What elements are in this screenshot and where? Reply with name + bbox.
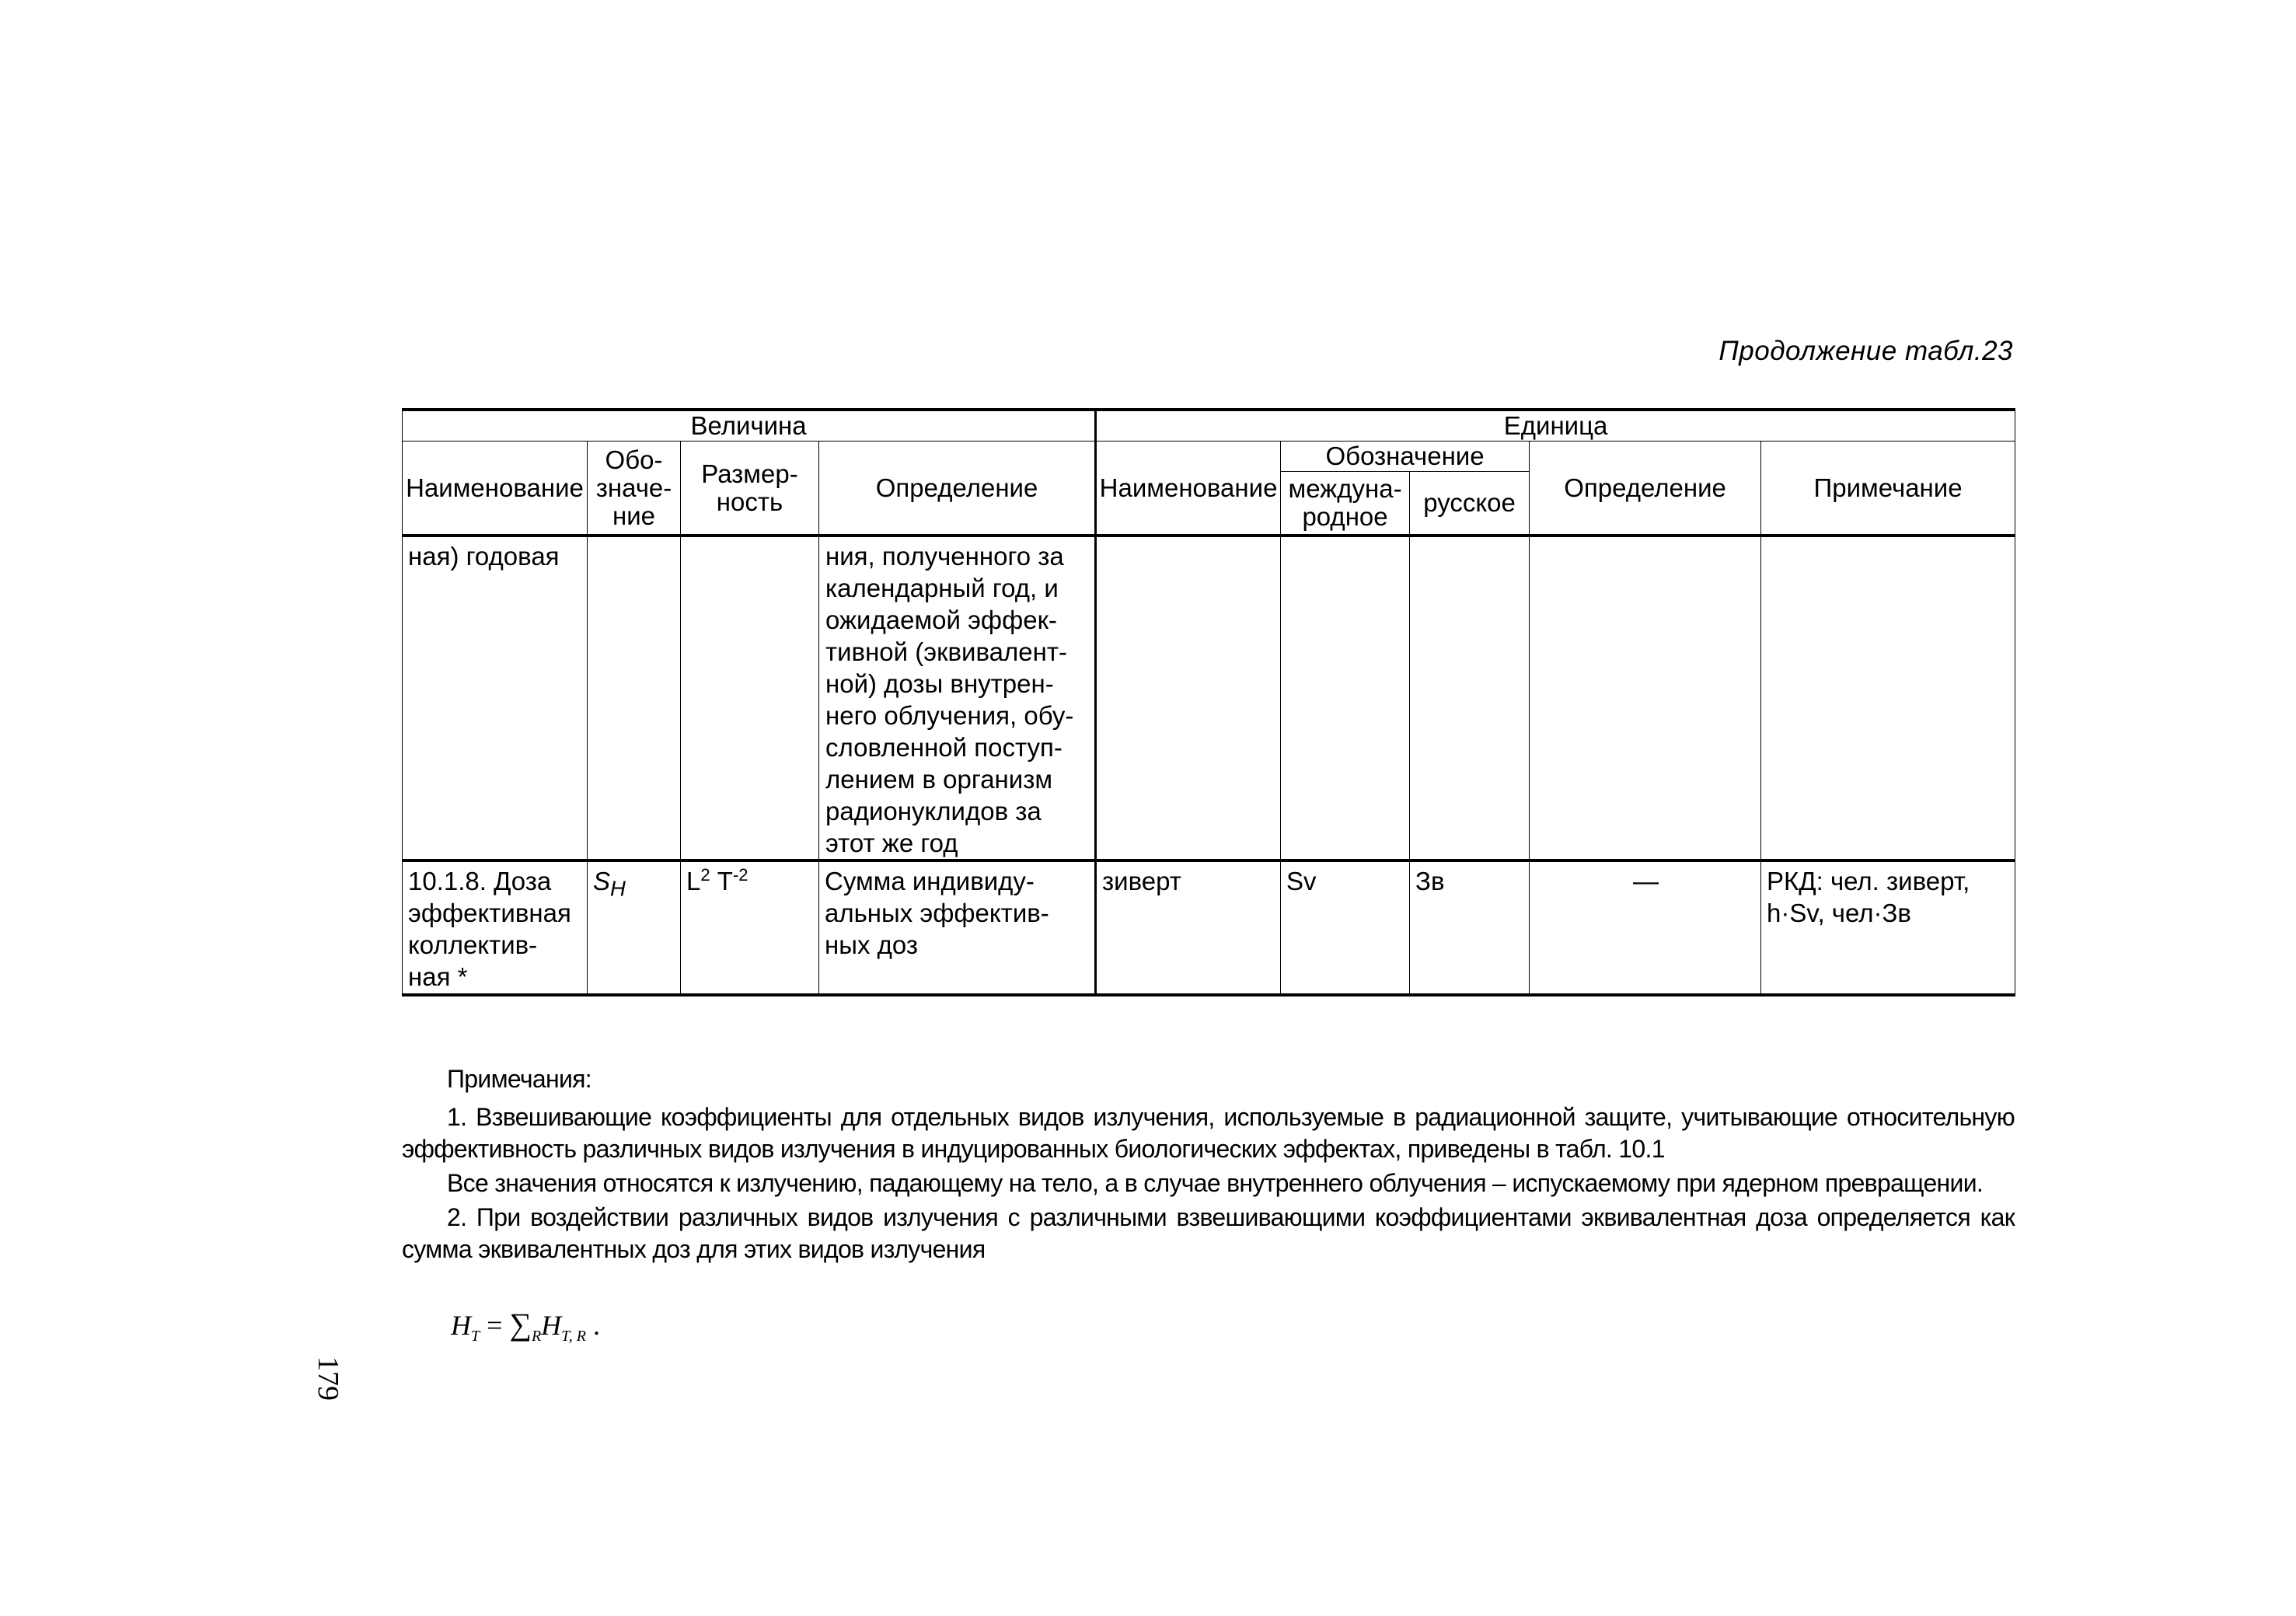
page-number: 179 — [312, 1356, 344, 1401]
dim-exp-2: -2 — [732, 865, 748, 885]
cell-dimension — [681, 536, 819, 860]
dim-base-1: L — [686, 867, 701, 895]
cell-name: ная) годовая — [403, 536, 588, 860]
cell-definition: Сумма индивиду- альных эффектив- ных доз — [819, 860, 1096, 995]
formula-sum-sign: ∑ — [509, 1307, 532, 1342]
cell-unit-name — [1096, 536, 1281, 860]
cell-russian — [1410, 536, 1530, 860]
note-1b: Все значения относятся к излучению, падающему на тело, а в случае внутреннего облучения – испускаемому при ядерном превращении. — [447, 1169, 1984, 1197]
notes-heading: Примечания: — [447, 1065, 591, 1093]
header-international: междуна- родное — [1281, 472, 1410, 536]
cell-unit-name: зиверт — [1096, 860, 1281, 995]
quantities-table — [402, 408, 2015, 996]
cell-definition: ния, полученного за календарный год, и ожидаемой эффек- тивной (эквивалент- ной) дозы внутрен- него облучения, обу- словленной поступ- лением в организм радионуклидов за этот же год — [819, 536, 1096, 860]
table-row — [403, 536, 2015, 860]
formula-rhs-sub: T, R — [561, 1328, 587, 1346]
cell-symbol — [588, 860, 681, 995]
header-definition: Определение — [819, 442, 1096, 536]
header-name: Наименование — [403, 442, 588, 536]
header-unit-name: Наименование — [1096, 442, 1281, 536]
dim-exp-1: 2 — [700, 865, 710, 885]
symbol-subscript: H — [610, 876, 626, 901]
formula-lhs: H — [451, 1310, 471, 1341]
cell-note: РКД: чел. зиверт, h·Sv, чел·Зв — [1761, 860, 2015, 995]
formula-lhs-sub: T — [471, 1328, 480, 1346]
notes-section — [402, 1063, 2015, 1268]
cell-unit-definition: — — [1530, 860, 1761, 995]
header-symbol: Обо- значе- ние — [588, 442, 681, 536]
header-designation: Обозначение — [1281, 442, 1530, 472]
table-row — [403, 860, 2015, 995]
symbol-base: S — [593, 867, 611, 895]
cell-note — [1761, 536, 2015, 860]
formula-end: . — [593, 1310, 601, 1341]
cell-unit-definition — [1530, 536, 1761, 860]
header-dimension: Размер- ность — [681, 442, 819, 536]
cell-symbol — [588, 536, 681, 860]
header-group-quantity: Величина — [403, 410, 1096, 442]
table-caption: Продолжение табл.23 — [1719, 336, 2013, 366]
cell-dimension — [681, 860, 819, 995]
cell-name: 10.1.8. Доза эффективная коллектив- ная * — [403, 860, 588, 995]
cell-international: Sv — [1281, 860, 1410, 995]
header-note: Примечание — [1761, 442, 2015, 536]
formula-sum-sub: R — [531, 1328, 542, 1346]
equivalent-dose-formula — [451, 1306, 600, 1346]
dim-base-2: T — [717, 867, 733, 895]
header-russian: русское — [1410, 472, 1530, 536]
formula-equals: = — [487, 1310, 503, 1341]
formula-rhs: H — [541, 1310, 562, 1341]
header-group-unit: Единица — [1096, 410, 2015, 442]
cell-international — [1281, 536, 1410, 860]
header-unit-definition: Определение — [1530, 442, 1761, 536]
cell-russian: Зв — [1410, 860, 1530, 995]
note-2: 2. При воздействии различных видов излучения с различными взвешивающими коэффициентами эквивалентная доза определяется как сумма эквивалентных доз для этих видов излучения — [402, 1203, 2015, 1263]
note-1: 1. Взвешивающие коэффициенты для отдельных видов излучения, используемые в радиационной защите, учитывающие относительную эффективность различных видов излучения в индуцированных биологических эффектах, приведены в табл. 10.1 — [402, 1103, 2015, 1163]
